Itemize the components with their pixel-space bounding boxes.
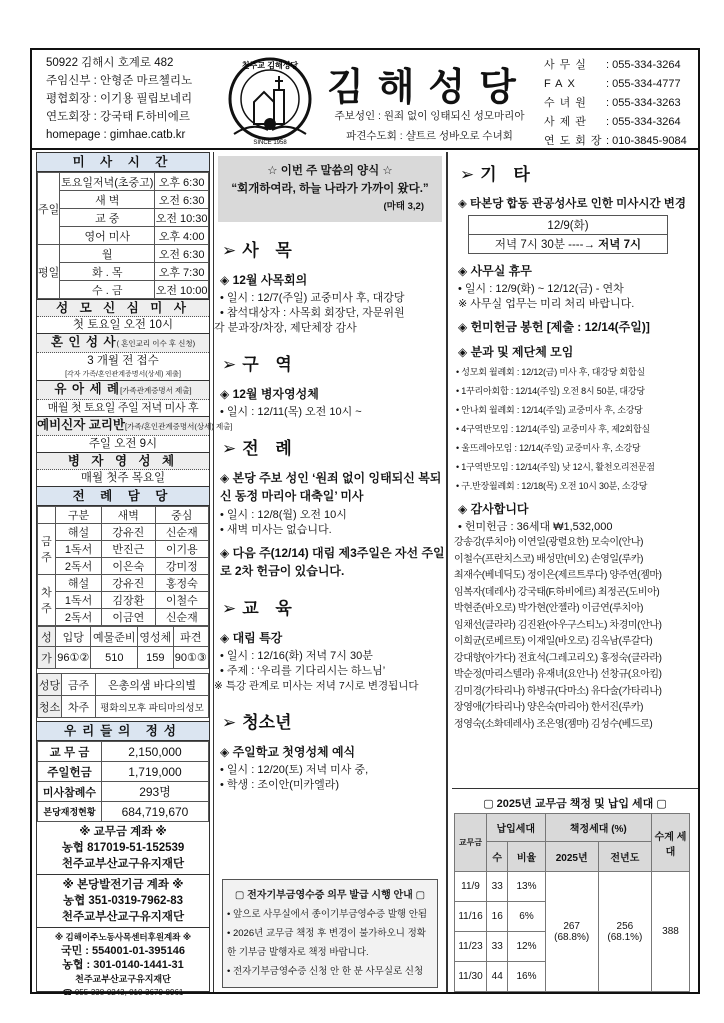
phone-row — [544, 75, 687, 94]
bulletin-page — [30, 48, 700, 997]
parish-title: 김해성당 — [327, 67, 530, 109]
meeting-item: • 성모회 월례회 : 12/12(금) 미사 후, 대강당 회합실 — [456, 367, 645, 377]
mass-time: 오전 10:30 — [155, 209, 209, 227]
catechumen-note: [가족/혼인관계증명서(상세) 제출] — [125, 422, 233, 431]
donor-line: 임채선(클라라) 김진완(아우구스티노) 차경미(안나) — [454, 619, 662, 631]
col-header: 중심 — [155, 507, 208, 524]
paid-ratio: 12% — [508, 932, 545, 962]
section-pastoral — [222, 236, 446, 261]
col-header: 수계 세대 — [652, 814, 690, 872]
paid-ratio: 6% — [508, 902, 545, 932]
reader: 이금연 — [102, 609, 155, 626]
item-text: • 새벽 미사는 없습니다. — [220, 524, 332, 536]
week: 차주 — [62, 696, 96, 718]
col-header: 구분 — [56, 507, 102, 524]
item-text: • 일시 : 12/20(토) 저녁 미사 중, — [220, 764, 369, 776]
item-text: • 참석대상자 : 사목회 회장단, 자문위원 — [220, 307, 405, 319]
wedding-label: 혼 인 성 사 — [50, 335, 117, 349]
item-heading: ◈ 주일학교 첫영성체 예식 — [220, 745, 356, 759]
mass-name: 화 . 목 — [60, 263, 155, 281]
yeondo-president: 연도회장 : 강국태 F.하비에르 — [46, 111, 190, 123]
item-text: ※ 사무실 업무는 미리 처리 바랍니다. — [458, 298, 635, 310]
account-box-1 — [37, 822, 209, 875]
catechumen-info: 주일 오전 9시 — [88, 438, 158, 450]
col-header: 비율 — [508, 842, 545, 872]
sunday-label: 주일 — [38, 173, 60, 245]
item-heading: ◈ 12월 병자영성체 — [220, 387, 319, 401]
item-text: ※ 특강 관계로 미사는 저녁 7시로 변경됩니다 — [214, 680, 419, 692]
account-holder: 천주교부산교구유지재단 — [61, 858, 185, 870]
section-education — [222, 594, 446, 619]
address: 50922 김해시 호계로 482 — [46, 57, 174, 69]
role: 2독서 — [56, 558, 102, 575]
reader: 강유진 — [102, 575, 155, 592]
offering-value: 684,719,670 — [102, 802, 209, 822]
item-heading: ◈ 타본당 합동 관공성사로 인한 미사시간 변경 — [458, 198, 686, 210]
budget-section — [452, 788, 698, 992]
marian-mass-time: 첫 토요일 오전 10시 — [72, 319, 174, 331]
reader: 신순재 — [155, 524, 208, 541]
hymn-number: 510 — [91, 647, 138, 669]
offering-label: 본당재정현황 — [38, 802, 102, 822]
item-text: • 학생 : 조이안(미카엘라) — [220, 779, 340, 791]
item-text: • 일시 : 12/7(주일) 교중미사 후, 대강당 — [220, 292, 405, 304]
weekly-word-title: ☆ 이번 주 말씀의 양식 ☆ — [267, 165, 393, 177]
hymn-label: 성 — [38, 627, 56, 647]
col-header: 2025년 — [545, 842, 598, 872]
svg-text:천주교 김해성당: 천주교 김해성당 — [241, 61, 299, 70]
col-header: 교무금 — [455, 814, 487, 872]
middle-column — [213, 152, 448, 992]
mass-change-table — [468, 215, 668, 254]
account-title: ※ 교무금 계좌 ※ — [79, 826, 167, 838]
marian-mass-title: 성 모 신 심 미 사 — [37, 299, 209, 317]
item-heading: ◈ 헌미헌금 봉헌 [제출 : 12/14(주일)] — [458, 320, 650, 334]
meeting-item: • 4구역반모임 : 12/14(주일) 교중미사 후, 제2회합실 — [456, 424, 650, 434]
offerings-table — [37, 741, 209, 822]
mass-time: 오후 6:30 — [155, 173, 209, 191]
cleaning-table — [37, 673, 209, 718]
section-title: 기 타 — [480, 165, 536, 184]
budget-date: 11/16 — [455, 902, 487, 932]
donor-names — [452, 535, 698, 733]
parish-logo — [222, 54, 318, 148]
homepage[interactable]: homepage : gimhae.catb.kr — [46, 129, 186, 141]
item-heading: ◈ 분과 및 제단체 모임 — [458, 345, 574, 359]
baptism-title — [37, 380, 209, 400]
budget-date: 11/9 — [455, 872, 487, 902]
council-president: 평협회장 : 이기용 필립보네리 — [46, 93, 193, 105]
section-district — [222, 350, 446, 375]
paid-ratio: 13% — [508, 872, 545, 902]
offering-label: 주일헌금 — [38, 762, 102, 782]
item-text: • 헌미헌금 : 36세대 ₩1,532,000 — [458, 521, 613, 533]
wedding-title — [37, 333, 209, 353]
role: 1독서 — [56, 592, 102, 609]
sick-communion-title: 병 자 영 성 체 — [37, 452, 209, 470]
reader: 김장환 — [102, 592, 155, 609]
donor-line: 박순정(마리스텔라) 유재녀(요안나) 선창규(요아킴) — [454, 669, 662, 680]
item-heading: ◈ 12월 사목회의 — [220, 273, 308, 287]
paid-count: 33 — [487, 872, 508, 902]
item-text: • 일시 : 12/8(월) 오전 10시 — [220, 509, 347, 521]
this-week-label: 금주 — [38, 524, 56, 575]
arrow-icon: ➢ — [222, 355, 237, 374]
mass-name: 토요일저녁(초중고) — [60, 173, 155, 191]
phone-row — [544, 113, 687, 132]
notice-item: • 전자기부금영수증 신청 안 한 분 사무실로 신청 — [227, 966, 424, 977]
paid-count: 44 — [487, 962, 508, 992]
phone-label: 연도회장 — [544, 135, 607, 147]
cleaning-label: 청소 — [38, 696, 62, 718]
contact-phone: ☎ 055-338-0243, 010-3679-8961 — [62, 988, 184, 997]
svg-text:SINCE 1958: SINCE 1958 — [253, 140, 287, 146]
account-holder: 천주교부산교구유지재단 — [61, 911, 185, 923]
section-youth — [222, 708, 446, 733]
hymn-table — [37, 626, 209, 669]
wedding-docs: [각자 가족/혼인관계증명서(상세) 제출] — [65, 371, 181, 378]
item-text: • 일시 : 12/11(목) 오전 10시 ~ — [220, 406, 362, 418]
paid-count: 33 — [487, 932, 508, 962]
mass-name: 새 벽 — [60, 191, 155, 209]
old-time: 저녁 7시 30분 ----→ — [494, 239, 599, 251]
donor-line: 강대향(아가다) 전효석(그레고리오) 홍정숙(클라라) — [454, 652, 662, 664]
hymn-col: 파견 — [173, 627, 208, 647]
phone-number: : 055-334-3264 — [606, 59, 681, 71]
header — [32, 50, 698, 150]
baptism-note: [가족관계증명서 제출] — [120, 386, 192, 395]
section-title: 교 육 — [242, 599, 298, 618]
mass-name: 수 . 금 — [60, 281, 155, 299]
assigned-count: 256 — [616, 920, 634, 932]
phone-number: : 055-334-3263 — [606, 97, 681, 109]
offering-value: 1,719,000 — [102, 762, 209, 782]
account-box-2 — [37, 875, 209, 928]
offering-label: 미사참례수 — [38, 782, 102, 802]
phone-row — [544, 56, 687, 75]
arrow-icon: ➢ — [222, 599, 237, 618]
item-heading: ◈ 대림 특강 — [220, 631, 283, 645]
notice-item: • 앞으로 사무실에서 종이기부금영수증 발행 안됨 — [227, 909, 428, 920]
hymn-col: 영성체 — [138, 627, 173, 647]
assigned-pct: (68.1%) — [607, 931, 643, 943]
weekly-word-quote: “회개하여라, 하늘 나라가 가까이 왔다.” — [231, 183, 429, 195]
cleaning-group: 은총의샘 바다의별 — [96, 674, 209, 696]
catechumen-label: 예비신자 교리반 — [37, 418, 125, 432]
patron-saint: 주보성인 : 원죄 없이 잉태되신 성모마리아 — [334, 110, 525, 122]
mass-name: 월 — [60, 245, 155, 263]
phone-row — [544, 132, 687, 151]
week: 금주 — [62, 674, 96, 696]
left-column — [36, 152, 233, 997]
item-text: 각 분과장/차장, 제단체장 감사 — [214, 322, 357, 334]
weekday-label: 평일 — [38, 245, 60, 299]
account-holder: 천주교부산교구유지재단 — [75, 974, 171, 984]
paid-count: 16 — [487, 902, 508, 932]
change-time — [469, 235, 668, 254]
section-title: 구 역 — [242, 355, 298, 374]
assigned-prev — [598, 872, 651, 992]
weekly-word-reference: (마태 3,2) — [383, 201, 424, 212]
item-heading: ◈ 본당 주보 성인 ‘원죄 없이 잉태되신 복되신 동정 마리아 대축일’ 미사 — [220, 471, 442, 503]
parish-subinfo — [322, 106, 537, 146]
account-title: ※ 본당발전기금 계좌 ※ — [62, 879, 184, 891]
phone-label: 사무실 — [544, 59, 591, 71]
reader: 반진근 — [102, 541, 155, 558]
phone-label: 사제관 — [544, 116, 591, 128]
arrow-icon: ➢ — [222, 439, 237, 458]
budget-date: 11/23 — [455, 932, 487, 962]
sick-communion-info: 매월 첫주 목요일 — [80, 472, 166, 484]
hymn-col: 예물준비 — [91, 627, 138, 647]
item-heading: ◈ 다음 주(12/14) 대림 제3주일은 자선 주일로 2차 헌금이 있습니다. — [220, 546, 445, 578]
next-week-label: 차주 — [38, 575, 56, 626]
phone-row — [544, 94, 687, 113]
meeting-item: • 구.반장월례회 : 12/18(목) 오전 10시 30분, 소강당 — [456, 481, 648, 491]
section-title: 전 례 — [242, 439, 298, 458]
pastor: 주임신부 : 안형준 마르첼리노 — [46, 75, 193, 87]
hymn-label: 가 — [38, 647, 56, 669]
role: 1독서 — [56, 541, 102, 558]
mass-time: 오전 10:00 — [155, 281, 209, 299]
hymn-number: 96①② — [56, 647, 91, 669]
religious-order: 파견수도회 : 샬트르 성바오로 수녀회 — [346, 130, 513, 142]
budget-date: 11/30 — [455, 962, 487, 992]
change-date: 12/9(화) — [469, 216, 668, 235]
role: 2독서 — [56, 609, 102, 626]
mass-name: 교 중 — [60, 209, 155, 227]
mass-time: 오전 6:30 — [155, 191, 209, 209]
catechumen-title — [37, 416, 233, 436]
phone-number: : 055-334-4777 — [606, 78, 681, 90]
section-title: 사 목 — [242, 241, 298, 260]
meeting-item: • 울뜨레아모임 : 12/14(주일) 교중미사 후, 소강당 — [456, 443, 641, 453]
hymn-number: 90①③ — [173, 647, 208, 669]
mass-times-table — [37, 172, 209, 299]
account-number: 국민 : 554001-01-395146 — [60, 945, 185, 957]
col-header: 전년도 — [598, 842, 651, 872]
donor-line: 장영애(가타리나) 양은숙(마리아) 한서진(루카) — [454, 702, 644, 713]
mass-time: 오후 4:00 — [155, 227, 209, 245]
wedding-note: ( 혼인교리 이수 후 신청) — [116, 339, 196, 348]
baptism-label: 유 아 세 례 — [54, 382, 121, 396]
meeting-item: • 안나회 월례회 : 12/14(주일) 교중미사 후, 소강당 — [456, 405, 643, 415]
offering-value: 293명 — [102, 782, 209, 802]
wedding-info: 3 개월 전 접수 — [87, 355, 159, 367]
account-number: 농협 817019-51-152539 — [61, 842, 185, 854]
paid-ratio: 16% — [508, 962, 545, 992]
phone-number: : 055-334-3264 — [606, 116, 681, 128]
item-heading: ◈ 사무실 휴무 — [458, 264, 532, 278]
mass-times-title: 미 사 시 간 — [37, 153, 209, 172]
reader: 홍정숙 — [155, 575, 208, 592]
total-households: 388 — [652, 872, 690, 992]
notice-item: • 2026년 교무금 책정 후 변경이 불가하오니 정확한 기부금 발행자로 책정 바랍니다. — [227, 928, 426, 958]
mass-time: 오전 6:30 — [155, 245, 209, 263]
arrow-icon: ➢ — [460, 165, 475, 184]
donor-line: 정영숙(소화데레사) 조은영(젬마) 김성수(베드로) — [454, 718, 653, 730]
reader: 신순재 — [155, 609, 208, 626]
arrow-icon: ➢ — [222, 713, 237, 732]
budget-title: ▢ 2025년 교무금 책정 및 납입 세대 ▢ — [483, 798, 667, 810]
donor-line: 강송강(루치아) 이연일(광렬요한) 모숙이(안나) — [454, 537, 644, 548]
cleaning-group: 평화의모후 파티마의성모 — [96, 696, 209, 718]
budget-table — [454, 813, 690, 992]
col-header: 책정세대 (%) — [545, 814, 651, 842]
section-liturgy — [222, 434, 446, 459]
hymn-col: 입당 — [56, 627, 91, 647]
donor-line: 이철수(프란치스코) 배성만(비오) 손영일(루카) — [454, 553, 644, 565]
baptism-info: 매월 첫 토요일 주일 저녁 미사 후 — [47, 402, 199, 414]
role: 해설 — [56, 524, 102, 541]
offerings-title: 우리들의 정성 — [37, 721, 209, 741]
reader: 강유진 — [102, 524, 155, 541]
phone-list — [544, 56, 687, 151]
mass-time: 오후 7:30 — [155, 263, 209, 281]
assigned-count: 267 — [563, 920, 580, 932]
item-text: • 일시 : 12/16(화) 저녁 7시 30분 — [220, 650, 373, 662]
col-header: 납입세대 — [487, 814, 546, 842]
donor-line: 이희균(로베르토) 이재일(바오로) 김옥남(루갈다) — [454, 636, 653, 647]
account-number: 농협 351-0319-7962-83 — [62, 895, 184, 907]
right-column — [452, 152, 698, 992]
account-box-3 — [37, 928, 209, 1002]
liturgy-title: 전 례 담 당 — [37, 486, 209, 506]
assigned-pct: (68.8%) — [554, 931, 590, 943]
meeting-item: • 1구역반모임 : 12/14(주일) 낮 12시, 활천오리전문점 — [456, 462, 655, 472]
weekly-word-box — [218, 156, 442, 222]
arrow-icon: ➢ — [222, 241, 237, 260]
reader: 이은숙 — [102, 558, 155, 575]
offering-label: 교 무 금 — [38, 742, 102, 762]
liturgy-table — [37, 506, 209, 626]
assigned-2025 — [545, 872, 598, 992]
phone-label: 수녀원 — [544, 97, 591, 109]
item-text: • 주제 : ‘우리를 기다리시는 하느님’ — [220, 665, 386, 677]
donor-line: 김미경(가타리나) 하병규(다마소) 유다술(가타리나) — [454, 685, 662, 697]
reader: 강미정 — [155, 558, 208, 575]
reader: 이철수 — [155, 592, 208, 609]
hymn-number: 159 — [138, 647, 173, 669]
e-receipt-notice — [222, 879, 438, 988]
role: 해설 — [56, 575, 102, 592]
meeting-item: • 1꾸리아회합 : 12/14(주일) 오전 8시 50분, 대강당 — [456, 386, 645, 396]
donor-line: 최재수(베네딕도) 정이은(제르트루다) 양주연(젬마) — [454, 570, 662, 581]
item-heading: ◈ 감사합니다 — [458, 502, 529, 516]
offering-value: 2,150,000 — [102, 742, 209, 762]
parish-info — [46, 54, 192, 144]
section-title: 청소년 — [242, 713, 292, 732]
reader: 이기용 — [155, 541, 208, 558]
col-header: 새벽 — [102, 507, 155, 524]
phone-number: : 010-3845-9084 — [606, 135, 687, 147]
col-header: 수 — [487, 842, 508, 872]
cleaning-label: 성당 — [38, 674, 62, 696]
donor-line: 박현준(바오로) 박가현(안젤라) 이금연(루치아) — [454, 603, 644, 614]
notice-title: ▢ 전자기부금영수증 의무 발급 시행 안내 ▢ — [234, 890, 426, 901]
account-title: ※ 김해이주노동사목센터후원계좌 ※ — [54, 932, 192, 942]
donor-line: 임복자(데레사) 강국태(F.하비에르) 최정곤(도비아) — [454, 586, 660, 598]
item-text: • 일시 : 12/9(화) ~ 12/12(금) - 연차 — [458, 283, 624, 295]
account-number: 농협 : 301-0140-1441-31 — [62, 959, 184, 971]
new-time: 저녁 7시 — [598, 239, 642, 251]
phone-label: FAX — [544, 78, 580, 90]
section-etc — [460, 160, 698, 185]
mass-name: 영어 미사 — [60, 227, 155, 245]
